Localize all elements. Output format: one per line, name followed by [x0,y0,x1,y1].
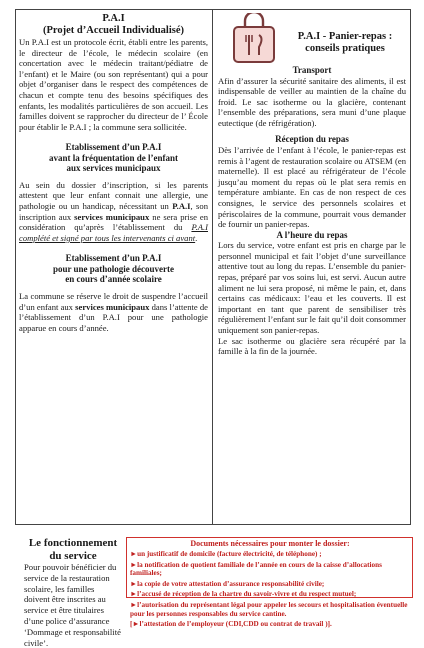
pai-intro: Un P.A.I est un protocole écrit, établi entre les parents, le directeur de l’école, le médecin scolaire (en concertation avec le médecin traitant/pédiatre de l’enfant) et le Maire (ou son représentant) qui a pour objet d’organiser dans le respect des compétences de chacun et compte tenu des besoins spécifiques des enfants, les modalités particulières de son accueil. Les familles doivent se rapprocher du directeur de l’ École pour établir le P.A.I ; la commune sera sollicitée. [19,37,208,132]
document-item: ►l’autorisation du représentant légal pour appeler les secours et hospitalisation éventuelle pour les personnes responsables du service cantine. [130,600,408,618]
service-title-line1: Le fonctionnement [28,537,118,549]
section1-bold-services: services municipaux [74,211,150,222]
section1-text-c: ne sera prise en considération qu’après l’établissement du [19,211,208,233]
section2-text-b: dans l’attente de l’établissement d’un P.A.I pour une pathologie apparue en cours d’année. [19,301,208,333]
document-item: ►un justificatif de domicile (facture électricité, de téléphone) ; [130,550,322,558]
lunch-bag-icon [231,13,277,65]
document-item: ►la copie de votre attestation d’assurance responsabilité civile; [130,579,325,588]
section2-paragraph [19,291,208,333]
section1-title-line3: aux services municipaux [66,163,161,174]
section1-text-a: Au sein du dossier d’inscription, si les parents attestent que leur enfant connait une allergie, une pathologie ou un handicap, nécessitant un [19,179,208,212]
section1-paragraph [19,180,208,244]
right-title-line1: P.A.I - Panier-repas : [297,31,393,42]
document-item: ►l’accusé de réception de la chartre du savoir-vivre et du respect mutuel; [130,590,357,599]
document-item: [►l’attestation de l’employeur (CDI,CDD ou contrat de travail )]. [130,620,332,629]
column-divider [212,9,213,525]
section1-title-line1: Etablissement d’un P.A.I [65,142,162,153]
reception-title: Réception du repas [275,134,349,145]
pai-subtitle: (Projet d’Accueil Individualisé) [43,25,184,36]
pai-title: P.A.I [102,13,125,24]
section2-title-line3: en cours d’année scolaire [65,274,162,285]
documents-list [130,539,410,629]
heure-text2: Le sac isotherme ou glacière sera récupéré par la famille à la fin de la journée. [218,335,406,357]
right-column [218,65,406,357]
heure-text: Lors du service, votre enfant est pris en charge par le personnel municipal et fait l’objet d’une surveillance attentive tout au long du repas. L’ensemble du panier-repas, préparé par vos soins lui, est servi. Aucun autre aliment ne lui sera proposé, ni même le pain, et, dans certains cas médicaux: l’eau et les couverts. Il est important en tant que parent de sensibiliser très régulièrement l’enfant sur le fait qu’il doit consommer uniquement son panier-repas. [218,240,406,335]
transport-text: Afin d’assurer la sécurité sanitaire des aliments, il est indispensable de veiller au maintien de la chaîne du froid. Le sac isotherme ou la glacière, contenant l’ensemble des préparations, sera muni d’une plaque eutectique (de réfrigération). [218,75,406,128]
left-column [19,13,208,333]
section2-text-a: La commune se réserve le droit de suspendre l’accueil d’un enfant aux [19,290,208,312]
service-text: Pour pouvoir bénéficier du service de la restauration scolaire, les familles doivent être inscrites au service et être titulaires d’une police d’assurance ‘Dommage et responsabilité civile’. [24,562,121,648]
section1-bold-pai: P.A.I [172,201,191,212]
section1-text-b: , son inscription aux [19,201,208,222]
reception-text: Dès l’arrivée de l’enfant à l’école, le panier-repas est remis à l’agent de restauration scolaire ou ATSEM (en maternelle). Il est placé au réfrigérateur de l’école jusqu’au moment du repas où le plat sera remis en température ambiante. En cas de non respect de ces consignes, le service des personnels scolaires et périscolaires de la commune, pourrait vous demander de fournir un panier-repas. [218,144,406,230]
document-item: ►la notification de quotient familiale de l’année en cours de la caisse d’allocations familiales; [130,560,382,578]
section2-title-line1: Etablissement d’un P.A.I [65,253,162,264]
section1-underline: P.A.I complété et signé par tous les intervenants ci avant [19,222,208,243]
right-title [285,31,405,55]
service-info [24,537,122,648]
right-title-line2: conseils pratiques [305,43,385,54]
section1-text-d: . [195,232,198,243]
transport-title: Transport [292,65,332,75]
heure-title: A l’heure du repas [276,229,348,240]
section2-title-line2: pour une pathologie découverte [52,263,175,274]
service-title-line2: du service [49,549,97,562]
documents-title: Documents nécessaires pour monter le dossier: [190,539,350,548]
section1-title-line2: avant la fréquentation de l’enfant [49,152,178,163]
section2-bold-services: services municipaux [75,301,150,312]
